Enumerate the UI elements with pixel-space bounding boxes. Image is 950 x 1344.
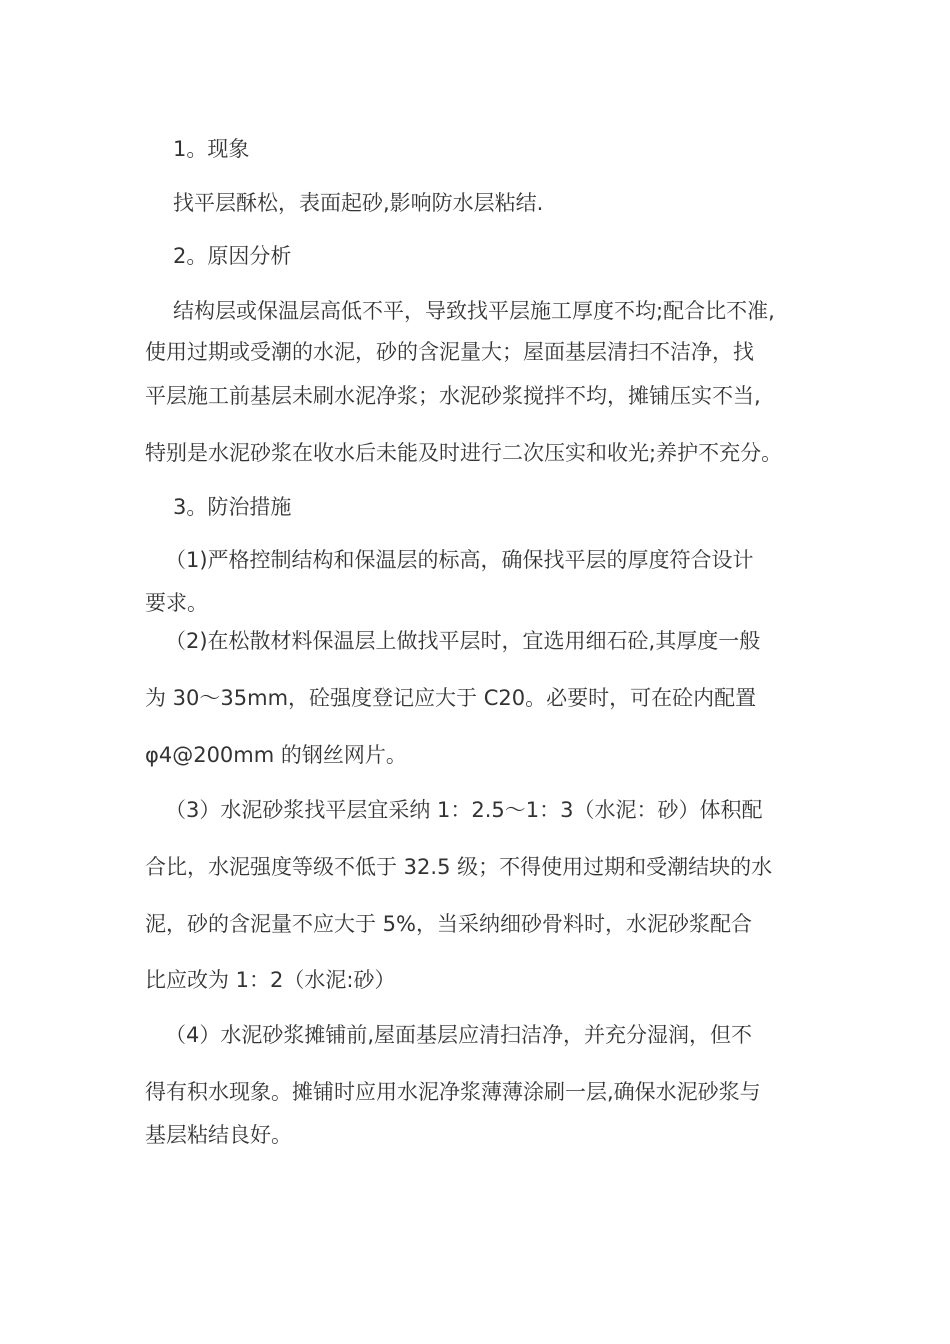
paragraph-line: 合比，水泥强度等级不低于 32.5 级；不得使用过期和受潮结块的水: [145, 855, 773, 879]
paragraph-line: 平层施工前基层未刷水泥净浆；水泥砂浆搅拌不均，摊铺压实不当,: [145, 384, 761, 408]
paragraph-line: 得有积水现象。摊铺时应用水泥净浆薄薄涂刷一层,确保水泥砂浆与: [145, 1080, 761, 1104]
paragraph-line: 要求。: [145, 591, 208, 615]
paragraph-line: 找平层酥松，表面起砂,影响防水层粘结.: [173, 191, 544, 215]
paragraph-line: （4）水泥砂浆摊铺前,屋面基层应清扫洁净，并充分湿润，但不: [165, 1023, 753, 1047]
paragraph-line: 泥，砂的含泥量不应大于 5%，当采纳细砂骨料时，水泥砂浆配合: [145, 912, 752, 936]
paragraph-line: 为 30～35mm，砼强度登记应大于 C20。必要时，可在砼内配置: [145, 686, 757, 710]
paragraph-line: （1)严格控制结构和保温层的标高，确保找平层的厚度符合设计: [165, 548, 754, 572]
paragraph-line: （3）水泥砂浆找平层宜采纳 1：2.5～1：3（水泥：砂）体积配: [165, 798, 763, 822]
paragraph-line: 比应改为 1：2（水泥:砂）: [145, 968, 396, 992]
heading-phenomenon: 1。现象: [173, 137, 250, 161]
paragraph-line: φ4@200mm 的钢丝网片。: [145, 743, 407, 767]
paragraph-line: 使用过期或受潮的水泥，砂的含泥量大；屋面基层清扫不洁净，找: [145, 340, 754, 364]
paragraph-line: 结构层或保温层高低不平，导致找平层施工厚度不均;配合比不准,: [173, 299, 775, 323]
paragraph-line: 基层粘结良好。: [145, 1123, 292, 1147]
heading-prevention-measures: 3。防治措施: [173, 495, 292, 519]
paragraph-line: （2)在松散材料保温层上做找平层时，宜选用细石砼,其厚度一般: [165, 629, 761, 653]
heading-cause-analysis: 2。原因分析: [173, 244, 292, 268]
paragraph-line: 特别是水泥砂浆在收水后未能及时进行二次压实和收光;养护不充分。: [145, 441, 783, 465]
